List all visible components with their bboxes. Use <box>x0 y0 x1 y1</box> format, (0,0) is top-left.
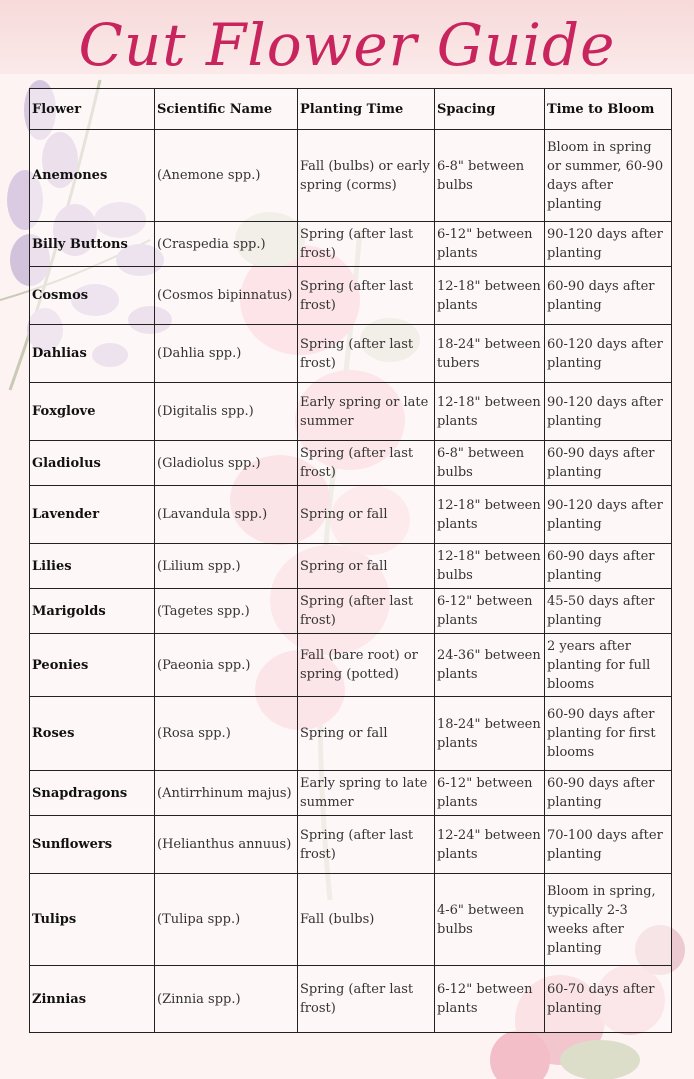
planting-time: Spring (after last frost) <box>298 589 435 634</box>
time-to-bloom: 60-120 days after planting <box>545 325 672 383</box>
scientific-name: (Cosmos bipinnatus) <box>155 267 298 325</box>
flower-name: Anemones <box>30 130 155 222</box>
table-row <box>30 874 672 966</box>
flower-name: Peonies <box>30 634 155 697</box>
spacing: 6-8" between bulbs <box>435 130 545 222</box>
spacing: 12-18" between plants <box>435 486 545 544</box>
flower-name: Lavender <box>30 486 155 544</box>
header-scientific-name: Scientific Name <box>155 89 298 130</box>
time-to-bloom: 70-100 days after planting <box>545 816 672 874</box>
time-to-bloom: 90-120 days after planting <box>545 383 672 441</box>
table-row <box>30 222 672 267</box>
scientific-name: (Paeonia spp.) <box>155 634 298 697</box>
scientific-name: (Gladiolus spp.) <box>155 441 298 486</box>
table-header-row <box>30 89 672 130</box>
planting-time: Spring (after last frost) <box>298 325 435 383</box>
planting-time: Spring (after last frost) <box>298 267 435 325</box>
scientific-name: (Anemone spp.) <box>155 130 298 222</box>
page-title: Cut Flower Guide <box>78 11 616 79</box>
table-row <box>30 441 672 486</box>
flower-name: Foxglove <box>30 383 155 441</box>
planting-time: Spring or fall <box>298 486 435 544</box>
planting-time: Spring (after last frost) <box>298 816 435 874</box>
table-row <box>30 486 672 544</box>
planting-time: Fall (bare root) or spring (potted) <box>298 634 435 697</box>
flower-name: Sunflowers <box>30 816 155 874</box>
table-row <box>30 966 672 1033</box>
flower-name: Cosmos <box>30 267 155 325</box>
spacing: 4-6" between bulbs <box>435 874 545 966</box>
flower-table <box>29 88 672 1033</box>
time-to-bloom: 90-120 days after planting <box>545 486 672 544</box>
planting-time: Spring (after last frost) <box>298 966 435 1033</box>
table-row <box>30 325 672 383</box>
scientific-name: (Lavandula spp.) <box>155 486 298 544</box>
flower-name: Lilies <box>30 544 155 589</box>
flower-name: Billy Buttons <box>30 222 155 267</box>
flower-name: Roses <box>30 697 155 771</box>
flower-name: Snapdragons <box>30 771 155 816</box>
spacing: 12-18" between plants <box>435 267 545 325</box>
table-row <box>30 816 672 874</box>
scientific-name: (Lilium spp.) <box>155 544 298 589</box>
scientific-name: (Dahlia spp.) <box>155 325 298 383</box>
time-to-bloom: 60-90 days after planting for first blooms <box>545 697 672 771</box>
time-to-bloom: 60-90 days after planting <box>545 544 672 589</box>
header-spacing: Spacing <box>435 89 545 130</box>
header-time-to-bloom: Time to Bloom <box>545 89 672 130</box>
flower-name: Dahlias <box>30 325 155 383</box>
spacing: 6-12" between plants <box>435 771 545 816</box>
flower-name: Gladiolus <box>30 441 155 486</box>
spacing: 6-8" between bulbs <box>435 441 545 486</box>
scientific-name: (Rosa spp.) <box>155 697 298 771</box>
scientific-name: (Digitalis spp.) <box>155 383 298 441</box>
planting-time: Spring or fall <box>298 697 435 771</box>
spacing: 6-12" between plants <box>435 589 545 634</box>
table-row <box>30 589 672 634</box>
header-planting-time: Planting Time <box>298 89 435 130</box>
table-row <box>30 697 672 771</box>
time-to-bloom: 2 years after planting for full blooms <box>545 634 672 697</box>
flower-name: Marigolds <box>30 589 155 634</box>
scientific-name: (Zinnia spp.) <box>155 966 298 1033</box>
time-to-bloom: 60-70 days after planting <box>545 966 672 1033</box>
planting-time: Spring (after last frost) <box>298 441 435 486</box>
time-to-bloom: 90-120 days after planting <box>545 222 672 267</box>
spacing: 6-12" between plants <box>435 966 545 1033</box>
table-row <box>30 634 672 697</box>
spacing: 24-36" between plants <box>435 634 545 697</box>
flower-name: Tulips <box>30 874 155 966</box>
time-to-bloom: Bloom in spring, typically 2-3 weeks after planting <box>545 874 672 966</box>
scientific-name: (Tagetes spp.) <box>155 589 298 634</box>
spacing: 12-24" between plants <box>435 816 545 874</box>
spacing: 18-24" between plants <box>435 697 545 771</box>
time-to-bloom: 60-90 days after planting <box>545 267 672 325</box>
table-row <box>30 771 672 816</box>
spacing: 12-18" between bulbs <box>435 544 545 589</box>
time-to-bloom: 60-90 days after planting <box>545 441 672 486</box>
time-to-bloom: 45-50 days after planting <box>545 589 672 634</box>
table-row <box>30 130 672 222</box>
planting-time: Early spring or late summer <box>298 383 435 441</box>
header-flower: Flower <box>30 89 155 130</box>
scientific-name: (Craspedia spp.) <box>155 222 298 267</box>
table-row <box>30 383 672 441</box>
planting-time: Fall (bulbs) <box>298 874 435 966</box>
table-row <box>30 544 672 589</box>
planting-time: Early spring to late summer <box>298 771 435 816</box>
spacing: 18-24" between tubers <box>435 325 545 383</box>
spacing: 12-18" between plants <box>435 383 545 441</box>
scientific-name: (Antirrhinum majus) <box>155 771 298 816</box>
spacing: 6-12" between plants <box>435 222 545 267</box>
flower-name: Zinnias <box>30 966 155 1033</box>
table-row <box>30 267 672 325</box>
planting-time: Fall (bulbs) or early spring (corms) <box>298 130 435 222</box>
time-to-bloom: Bloom in spring or summer, 60-90 days after planting <box>545 130 672 222</box>
time-to-bloom: 60-90 days after planting <box>545 771 672 816</box>
planting-time: Spring or fall <box>298 544 435 589</box>
scientific-name: (Helianthus annuus) <box>155 816 298 874</box>
scientific-name: (Tulipa spp.) <box>155 874 298 966</box>
planting-time: Spring (after last frost) <box>298 222 435 267</box>
